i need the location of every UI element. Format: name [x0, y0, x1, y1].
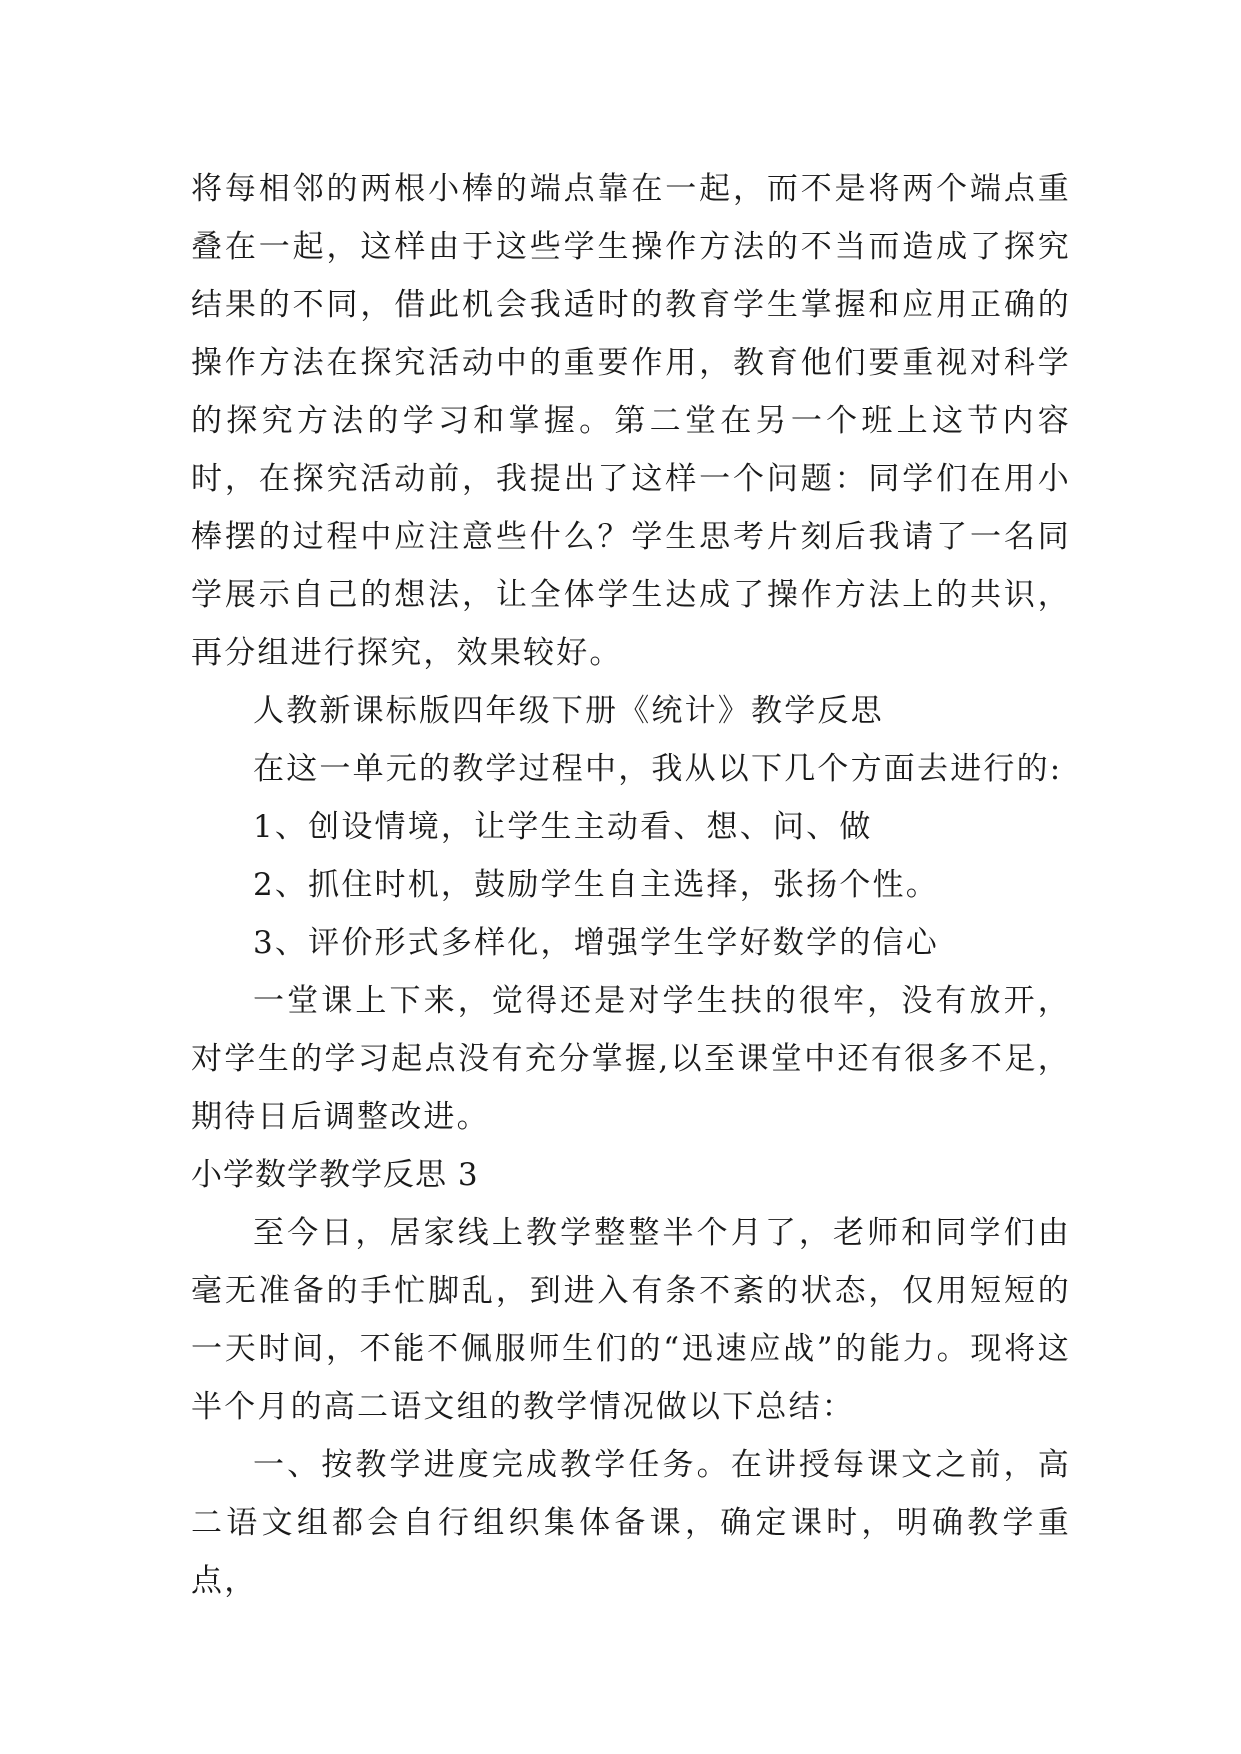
paragraph-reflection: 一堂课上下来，觉得还是对学生扶的很牢，没有放开，对学生的学习起点没有充分掌握,以至课堂中还有很多不足，期待日后调整改进。 — [191, 983, 1071, 1135]
list-item-3: 3、评价形式多样化，增强学生学好数学的信心 — [253, 925, 939, 961]
paragraph-continuation: 将每相邻的两根小棒的端点靠在一起，而不是将两个端点重叠在一起，这样由于这些学生操作方法的不当而造成了探究结果的不同，借此机会我适时的教育学生掌握和应用正确的操作方法在探究活动中的重要作用，教育他们要重视对科学的探究方法的学习和掌握。第二堂在另一个班上这节内容时，在探究活动前，我提出了这样一个问题：同学们在用小棒摆的过程中应注意些什么？学生思考片刻后我请了一名同学展示自己的想法，让全体学生达成了操作方法上的共识，再分组进行探究，效果较好。 — [191, 171, 1071, 671]
paragraph-point-one: 一、按教学进度完成教学任务。在讲授每课文之前，高二语文组都会自行组织集体备课，确定课时，明确教学重点， — [191, 1447, 1071, 1599]
paragraph-intro: 在这一单元的教学过程中，我从以下几个方面去进行的: — [253, 751, 1063, 787]
list-item-1: 1、创设情境，让学生主动看、想、问、做 — [253, 809, 873, 845]
paragraph-online-teaching: 至今日，居家线上教学整整半个月了，老师和同学们由毫无准备的手忙脚乱，到进入有条不紊的状态，仅用短短的一天时间，不能不佩服师生们的“迅速应战”的能力。现将这半个月的高二语文组的教学情况做以下总结： — [191, 1215, 1071, 1425]
paragraph-lesson-title: 人教新课标版四年级下册《统计》教学反思 — [253, 693, 884, 729]
document-body — [191, 160, 1071, 1610]
list-item-2: 2、抓住时机，鼓励学生自主选择，张扬个性。 — [253, 867, 939, 903]
section-heading: 小学数学教学反思 3 — [191, 1157, 479, 1193]
